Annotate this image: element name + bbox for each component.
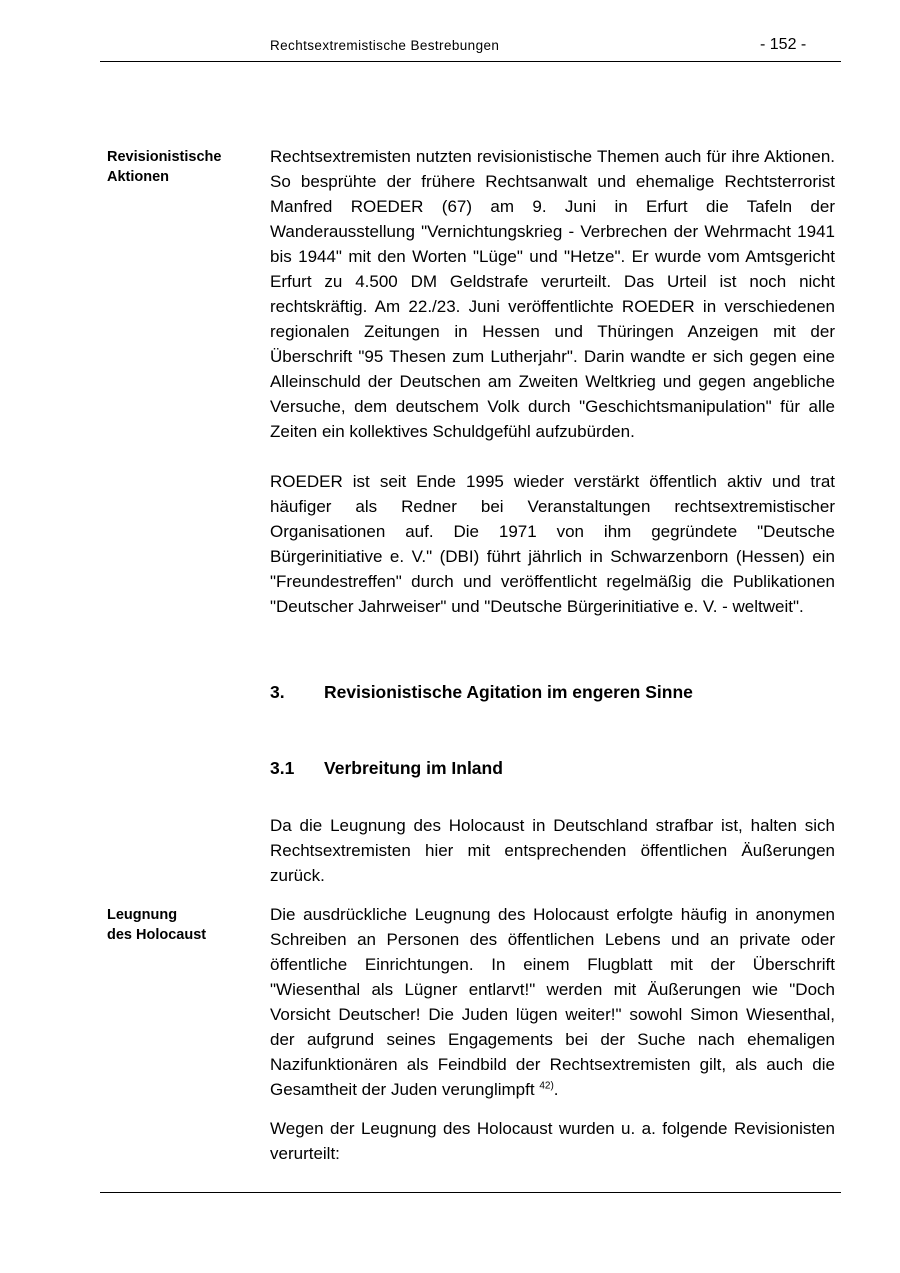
footnote-reference: 42) [539, 1080, 554, 1092]
section-number: 3. [270, 682, 285, 702]
margin-note-line: Leugnung [107, 907, 178, 923]
section-heading-3 [270, 682, 693, 703]
running-header-title: Rechtsextremistische Bestrebungen [270, 38, 500, 53]
margin-note-line: Aktionen [107, 169, 170, 185]
footer-rule [100, 1192, 841, 1193]
paragraph-holocaust-denial [270, 902, 835, 1102]
margin-note-line: Revisionistische [107, 149, 222, 165]
paragraph-domestic-restraint: Da die Leugnung des Holocaust in Deutschland strafbar ist, halten sich Rechtsextremisten hier mit entsprechenden öffentlichen Äußerungen zurück. [270, 816, 835, 885]
margin-note-line: des Holocaust [107, 927, 207, 943]
margin-note-revisionist-actions [107, 147, 257, 187]
section-title: Revisionistische Agitation im engeren Sinne [324, 682, 693, 702]
paragraph-end: . [553, 1080, 559, 1099]
page-number: - 152 - [760, 36, 807, 53]
section-heading-3-1 [270, 758, 503, 779]
section-number: 3.1 [270, 758, 295, 778]
paragraph-convicted-revisionists: Wegen der Leugnung des Holocaust wurden u. a. folgende Revisionisten verurteilt: [270, 1119, 835, 1163]
paragraph-roeder-activity: ROEDER ist seit Ende 1995 wieder verstärkt öffentlich aktiv und trat häufiger als Redner bei Veranstaltungen rechtsextremistischer Organisationen auf. Die 1971 von ihm gegründete "Deutsche Bürgerinitiative e. V." (DBI) führt jährlich in Schwarzenborn (Hessen) ein "Freundestreffen" durch und veröffentlicht regelmäßig die Publikationen "Deutscher Jahrweiser" und "Deutsche Bürgerinitiative e. V. - weltweit". [270, 472, 835, 616]
header-rule [100, 61, 841, 62]
section-title: Verbreitung im Inland [324, 758, 503, 778]
paragraph-roeder-actions: Rechtsextremisten nutzten revisionistische Themen auch für ihre Aktionen. So besprühte der frühere Rechtsanwalt und ehemalige Rechtsterrorist Manfred ROEDER (67) am 9. Juni in Erfurt die Tafeln der Wanderausstellung "Vernichtungskrieg - Verbrechen der Wehrmacht 1941 bis 1944" mit den Worten "Lüge" und "Hetze". Er wurde vom Amtsgericht Erfurt zu 4.500 DM Geldstrafe verurteilt. Das Urteil ist noch nicht rechtskräftig. Am 22./23. Juni veröffentlichte ROEDER in verschiedenen regionalen Zeitungen in Hessen und Thüringen Anzeigen mit der Überschrift "95 Thesen zum Lutherjahr". Darin wandte er sich gegen eine Alleinschuld der Deutschen am Zweiten Weltkrieg und gegen angebliche Versuche, dem deutschem Volk durch "Geschichtsmanipulation" für alle Zeiten ein kollektives Schuldgefühl aufzubürden. [270, 147, 835, 441]
margin-note-holocaust-denial [107, 905, 257, 945]
paragraph-text: Die ausdrückliche Leugnung des Holocaust erfolgte häufig in anonymen Schreiben an Personen des öffentlichen Lebens und an private oder öffentliche Einrichtungen. In einem Flugblatt mit der Überschrift "Wiesenthal als Lügner entlarvt!" werden mit Äußerungen wie "Doch Vorsicht Deutscher! Die Juden lügen weiter!" sowohl Simon Wiesenthal, der aufgrund seines Engagements bei der Suche nach ehemaligen Nazifunktionären als Feindbild der Rechtsextremisten gilt, als auch die Gesamtheit der Juden verunglimpft [270, 905, 835, 1099]
